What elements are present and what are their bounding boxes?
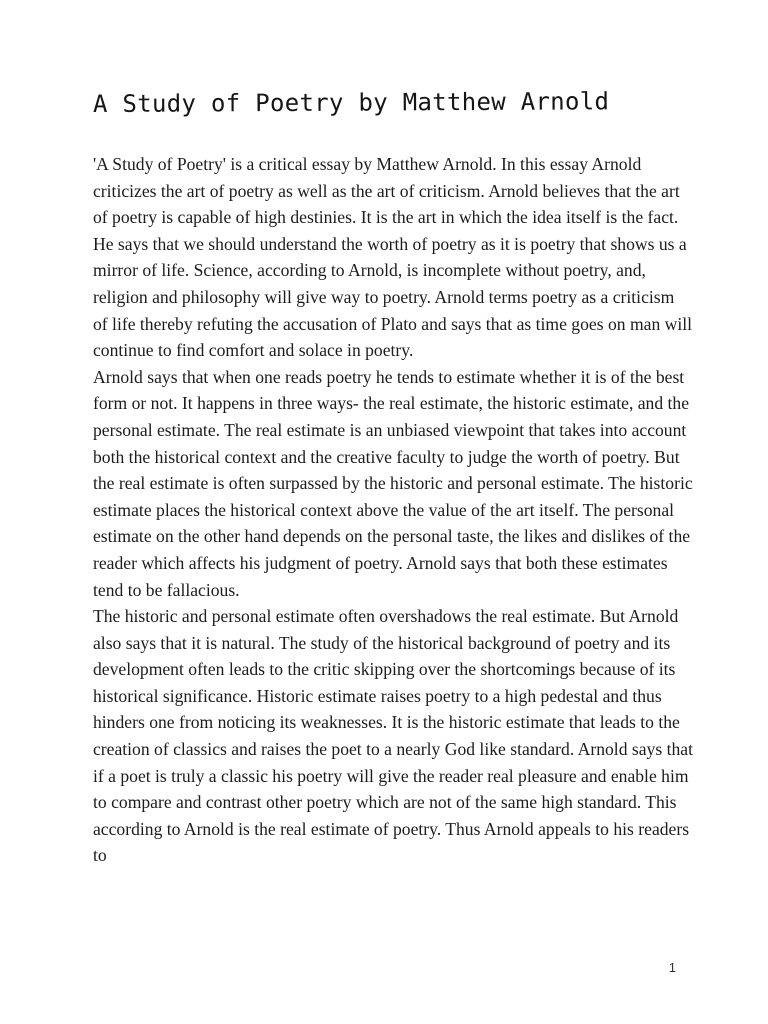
paragraph: The historic and personal estimate often overshadows the real estimate. But Arnold also says that it is natural. The study of the historical background of poetry and its development often leads to the critic skipping over the shortcomings because of its historical significance. Historic estimate raises poetry to a high pedestal and thus hinders one from noticing its weaknesses. It is the historic estimate that leads to the creation of classics and raises the poet to a nearly God like standard. Arnold says that if a poet is truly a classic his poetry will give the reader real pleasure and enable him to compare and contrast other poetry which are not of the same high standard. This according to Arnold is the real estimate of poetry. Thus Arnold appeals to his readers to	[93, 606, 693, 866]
paragraph: 'A Study of Poetry' is a critical essay by Matthew Arnold. In this essay Arnold criticizes the art of poetry as well as the art of criticism. Arnold believes that the art of poetry is capable of high destinies. It is the art in which the idea itself is the fact. He says that we should understand the worth of poetry as it is poetry that shows us a mirror of life. Science, according to Arnold, is incomplete without poetry, and, religion and philosophy will give way to poetry. Arnold terms poetry as a criticism of life thereby refuting the accusation of Plato and says that as time goes on man will continue to find comfort and solace in poetry.	[93, 154, 693, 361]
document-title: A Study of Poetry by Matthew Arnold	[92, 87, 610, 118]
paragraph: Arnold says that when one reads poetry he tends to estimate whether it is of the best form or not. It happens in three ways- the real estimate, the historic estimate, and the personal estimate. The real estimate is an unbiased viewpoint that takes into account both the historical context and the creative faculty to judge the worth of poetry. But the real estimate is often surpassed by the historic and personal estimate. The historic estimate places the historical context above the value of the art itself. The personal estimate on the other hand depends on the personal taste, the likes and dislikes of the reader which affects his judgment of poetry. Arnold says that both these estimates tend to be fallacious.	[93, 366, 693, 600]
page-number: 1	[668, 960, 676, 975]
document-body	[93, 151, 693, 869]
